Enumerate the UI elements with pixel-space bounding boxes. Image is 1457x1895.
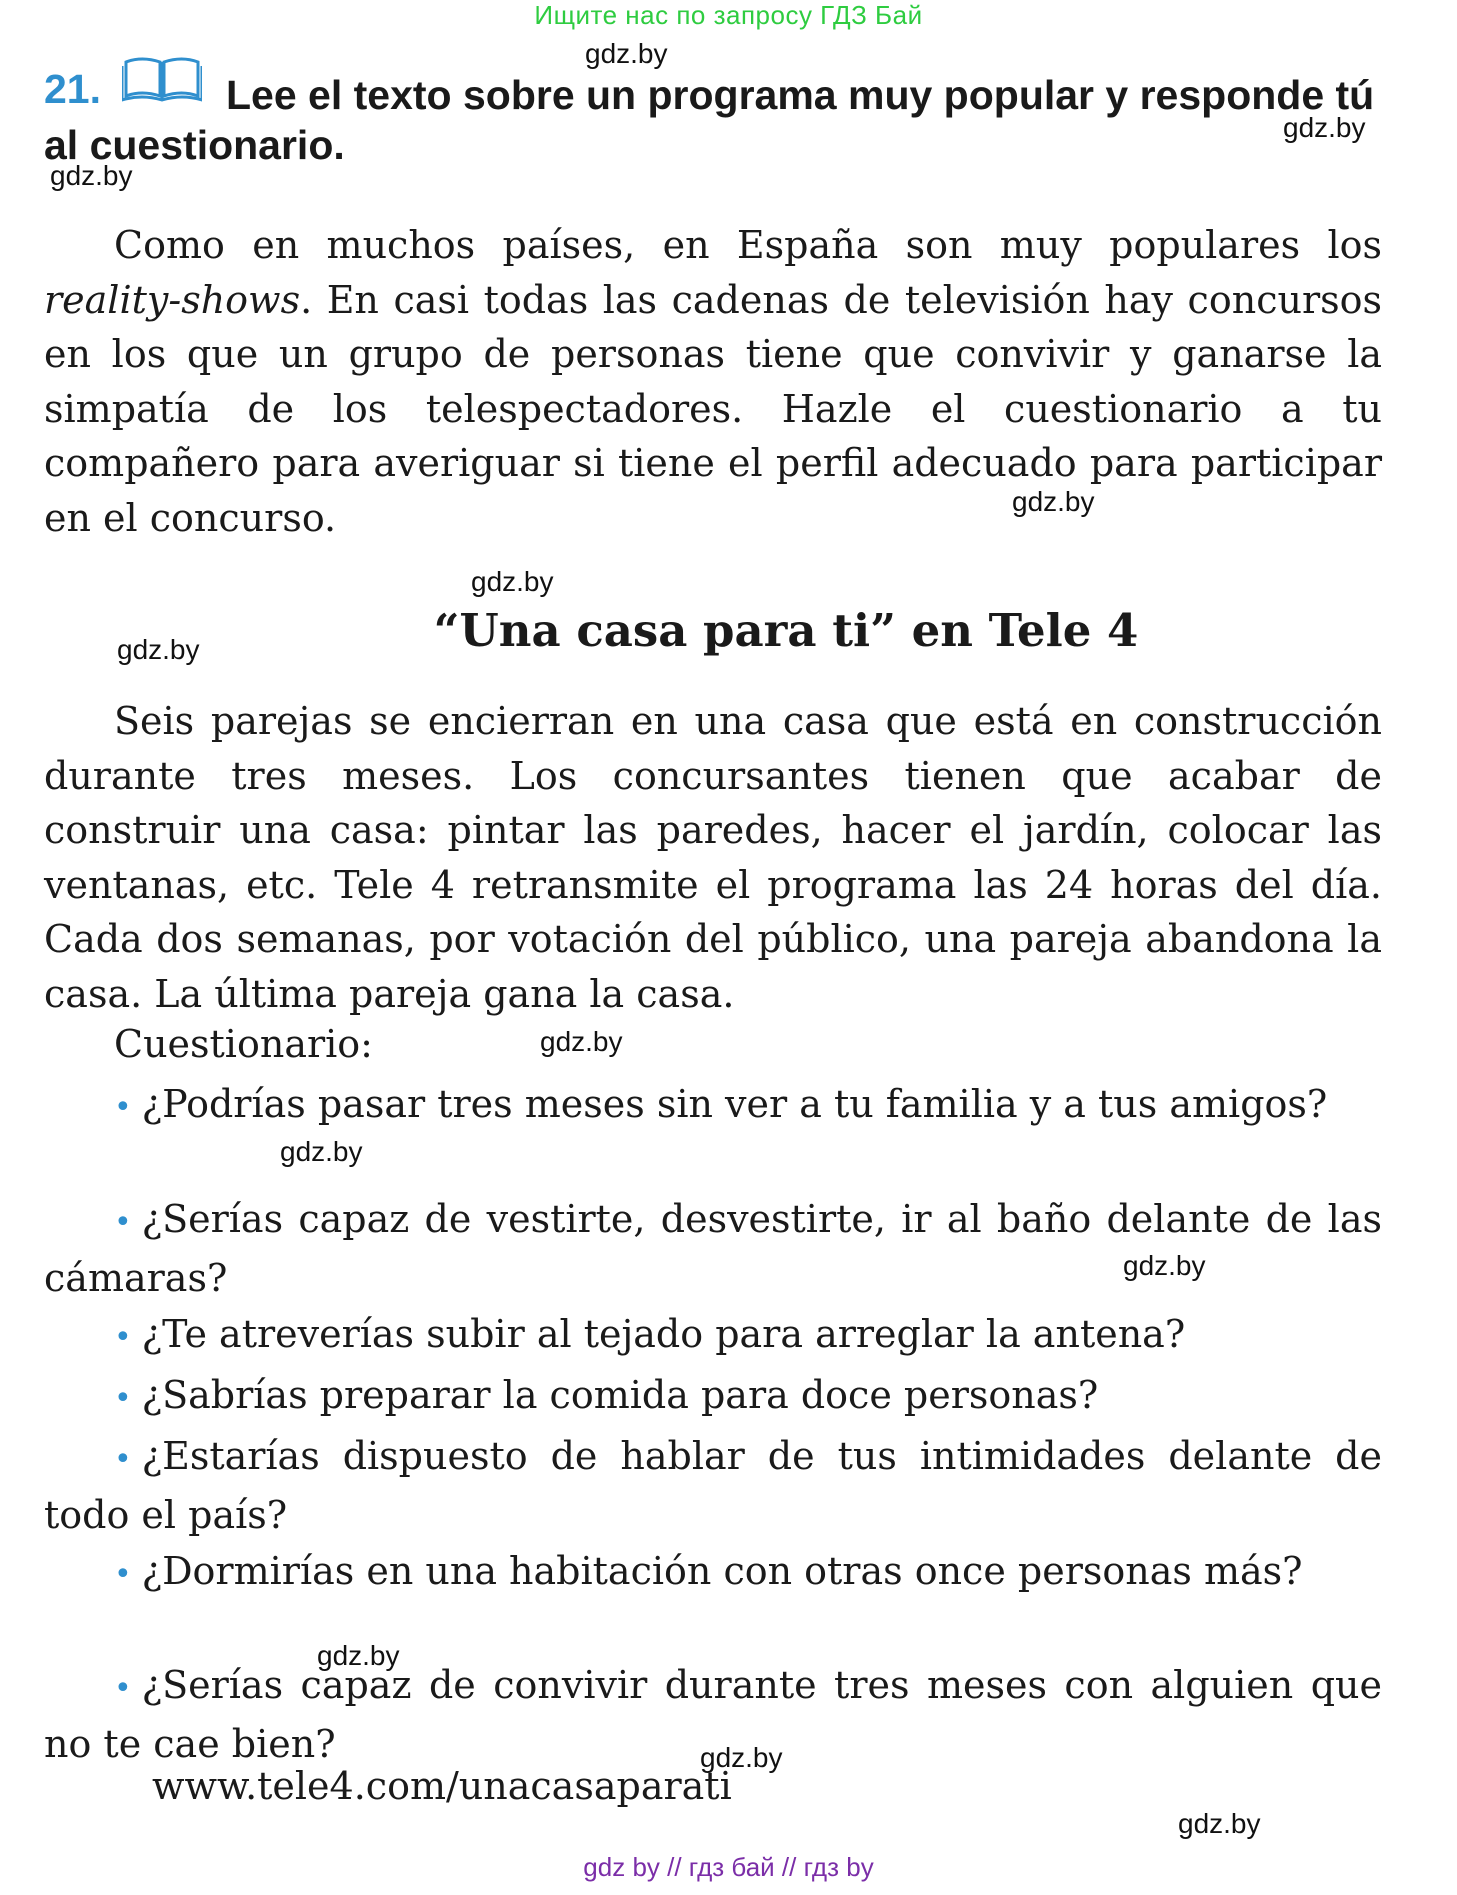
question-item [44,1368,1382,1427]
bullet-icon: • [114,1442,132,1477]
question-text: ¿Te atreverías subir al tejado para arreglar la antena? [141,1312,1186,1356]
article-title: “Una casa para ti” en Tele 4 [433,604,1139,657]
question-text: ¿Podrías pasar tres meses sin ver a tu familia y a tus amigos? [141,1082,1328,1126]
article-paragraph: Seis parejas se encierran en una casa que está en construcción durante tres meses. Los concursantes tienen que acabar de construir una casa: pintar las paredes, hacer el jardín, colocar las ventanas, etc. Tele 4 retransmite el programa las 24 horas del día. Cada dos semanas, por votación del público, una pareja abandona la casa. La última pareja gana la casa. [44,699,1382,1016]
intro-text-end: . En casi todas las cadenas de televisión hay concursos en los que un grupo de personas tiene que convivir y ganarse la simpatía de los telespectadores. Hazle el cuestionario a tu compañero para averiguar si tiene el perfil adecuado para participar en el concurso. [44,277,1382,540]
exercise-task: Lee el texto sobre un programa muy popular y responde tú al cuestionario. [44,72,1375,168]
bullet-icon: • [114,1205,132,1240]
question-item [44,1077,1382,1136]
bullet-icon: • [114,1090,132,1125]
question-item [44,1544,1382,1603]
intro-paragraph [44,218,1382,545]
bullet-icon: • [114,1320,132,1355]
watermark: gdz.by [50,160,133,191]
watermark: gdz.by [280,1136,363,1167]
watermark: gdz.by [1178,1808,1261,1839]
question-item [44,1192,1382,1305]
bullet-icon: • [114,1557,132,1592]
question-text: ¿Serías capaz de convivir durante tres meses con alguien que no te cae bien? [44,1663,1382,1766]
question-item [44,1307,1382,1366]
footer-watermark: gdz by // гдз бай // гдз by [583,1852,874,1882]
top-banner: Ищите нас по запросу ГДЗ Бай [534,0,923,30]
watermark: gdz.by [1283,112,1366,143]
question-item [44,1429,1382,1542]
watermark: gdz.by [471,566,554,597]
exercise-number: 21. [44,66,101,112]
intro-italic-term: reality-shows [44,277,301,322]
watermark: gdz.by [1012,486,1095,517]
questionnaire-label: Cuestionario: [114,1022,373,1066]
watermark: gdz.by [1123,1250,1206,1281]
program-url: www.tele4.com/unacasaparati [152,1764,732,1808]
intro-text-start: Como en muchos países, en España son muy populares los [114,223,1382,267]
watermark: gdz.by [317,1640,400,1671]
watermark: gdz.by [585,38,668,69]
bullet-icon: • [114,1381,132,1416]
bullet-icon: • [114,1671,132,1706]
question-text: ¿Dormirías en una habitación con otras once personas más? [141,1549,1303,1593]
watermark: gdz.by [700,1742,783,1773]
watermark: gdz.by [117,634,200,665]
watermark: gdz.by [540,1026,623,1057]
question-text: ¿Serías capaz de vestirte, desvestirte, ir al baño delante de las cámaras? [44,1197,1382,1300]
question-text: ¿Estarías dispuesto de hablar de tus intimidades delante de todo el país? [44,1434,1382,1537]
question-text: ¿Sabrías preparar la comida para doce personas? [141,1373,1099,1417]
